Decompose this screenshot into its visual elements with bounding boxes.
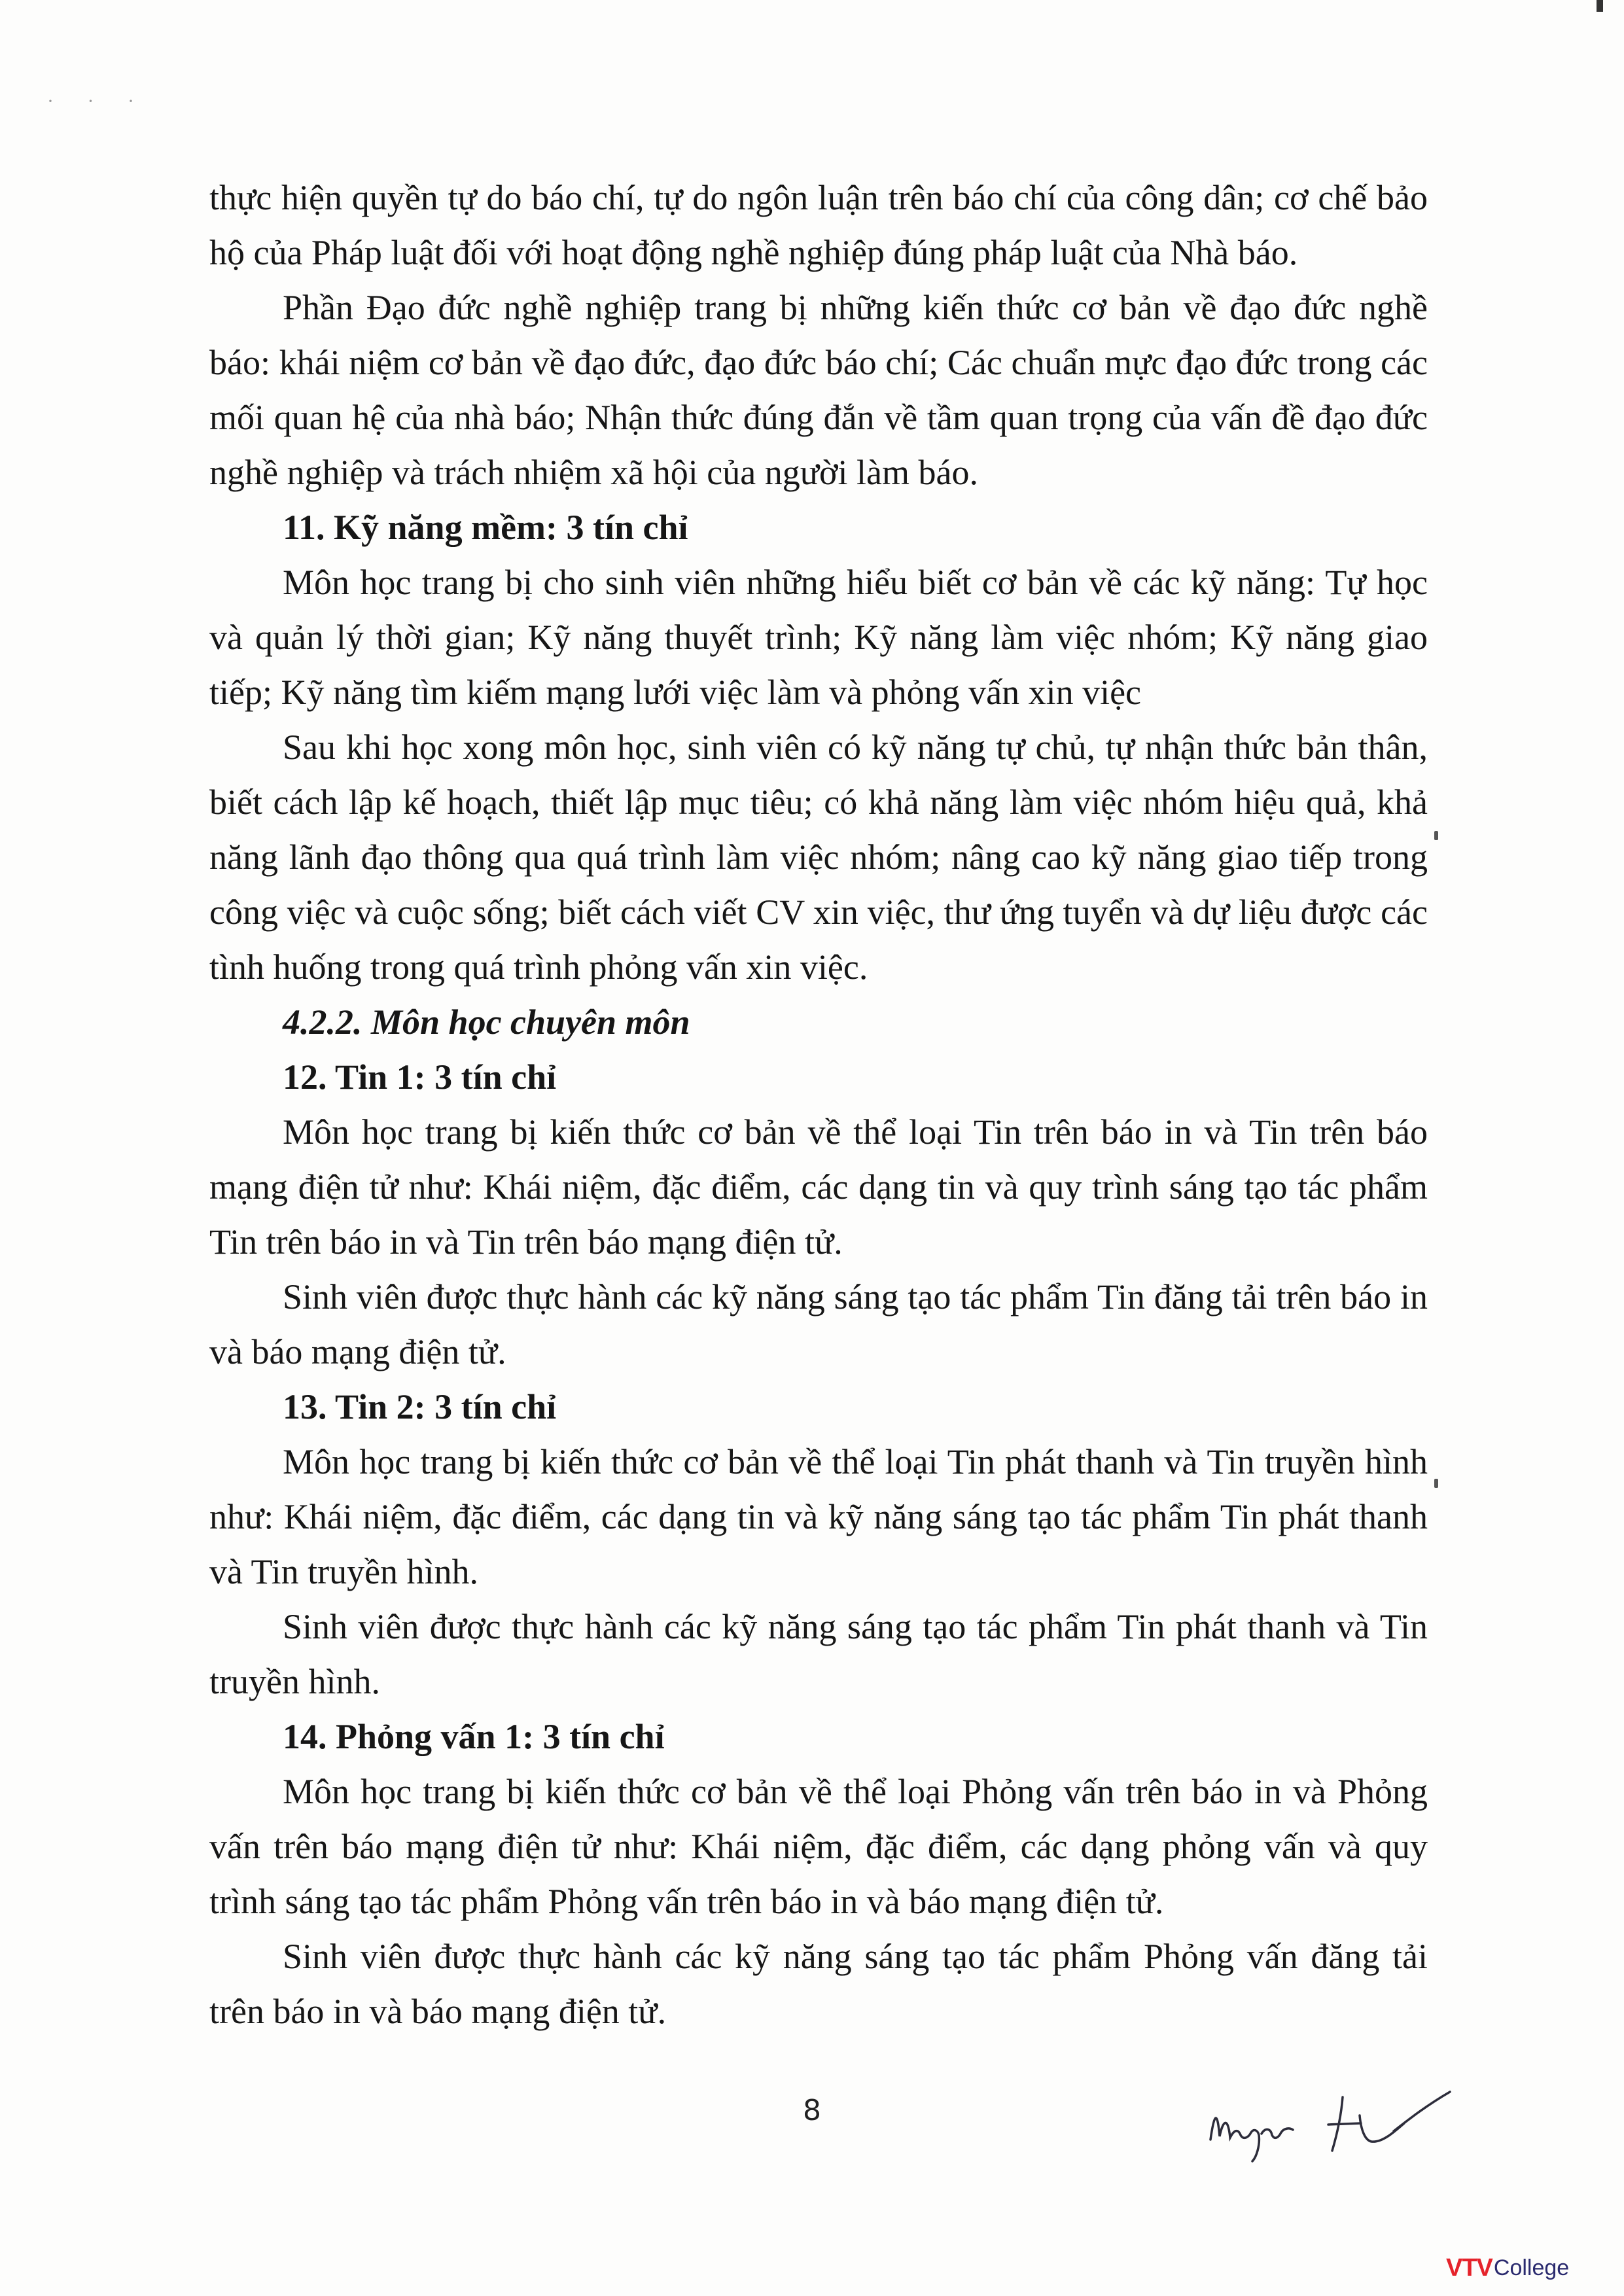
paragraph: Môn học trang bị kiến thức cơ bản về thể loại Tin trên báo in và Tin trên báo mạng điện tử như: Khái niệm, đặc điểm, các dạng tin và quy trình sáng tạo tác phẩm Tin trên báo in và Tin trên báo mạng điện tử. xyxy=(209,1112,1428,1262)
scan-mark xyxy=(1434,831,1438,840)
section-heading: 13. Tin 2: 3 tín chỉ xyxy=(283,1387,557,1426)
paragraph: Môn học trang bị kiến thức cơ bản về thể loại Tin phát thanh và Tin truyền hình như: Khái niệm, đặc điểm, các dạng tin và kỹ năng sáng tạo tác phẩm Tin phát thanh và Tin truyền hình. xyxy=(209,1442,1428,1591)
scan-mark xyxy=(1597,0,1603,12)
logo-vtv: VTV xyxy=(1446,2253,1492,2282)
logo-college: College xyxy=(1493,2255,1570,2280)
page-number: 8 xyxy=(803,2094,821,2127)
paragraph: Phần Đạo đức nghề nghiệp trang bị những kiến thức cơ bản về đạo đức nghề báo: khái niệm cơ bản về đạo đức, đạo đức báo chí; Các chuẩn mực đạo đức trong các mối quan hệ của nhà báo; Nhận thức đúng đắn về tầm quan trọng của vấn đề đạo đức nghề nghiệp và trách nhiệm xã hội của người làm báo. xyxy=(209,288,1428,492)
paragraph: Sau khi học xong môn học, sinh viên có kỹ năng tự chủ, tự nhận thức bản thân, biết cách lập kế hoạch, thiết lập mục tiêu; có khả năng làm việc nhóm hiệu quả, khả năng lãnh đạo thông qua quá trình làm việc nhóm; nâng cao kỹ năng giao tiếp trong công việc và cuộc sống; biết cách viết CV xin việc, thư ứng tuyển và dự liệu được các tình huống trong quá trình phỏng vấn xin việc. xyxy=(209,728,1428,987)
scan-mark xyxy=(1434,1479,1438,1488)
signature xyxy=(1197,2077,1459,2176)
section-heading: 11. Kỹ năng mềm: 3 tín chỉ xyxy=(283,508,688,547)
corner-dots: · · · xyxy=(47,90,149,112)
paragraph: thực hiện quyền tự do báo chí, tự do ngôn luận trên báo chí của công dân; cơ chế bảo hộ của Pháp luật đối với hoạt động nghề nghiệp đúng pháp luật của Nhà báo. xyxy=(209,178,1428,272)
paragraph: Sinh viên được thực hành các kỹ năng sáng tạo tác phẩm Tin phát thanh và Tin truyền hình. xyxy=(209,1607,1428,1701)
vtv-college-logo xyxy=(1446,2251,1603,2285)
paragraph: Sinh viên được thực hành các kỹ năng sáng tạo tác phẩm Tin đăng tải trên báo in và báo mạng điện tử. xyxy=(209,1277,1428,1371)
paragraph: Sinh viên được thực hành các kỹ năng sáng tạo tác phẩm Phỏng vấn đăng tải trên báo in và báo mạng điện tử. xyxy=(209,1937,1428,2031)
paragraph: Môn học trang bị kiến thức cơ bản về thể loại Phỏng vấn trên báo in và Phỏng vấn trên báo mạng điện tử như: Khái niệm, đặc điểm, các dạng phỏng vấn và quy trình sáng tạo tác phẩm Phỏng vấn trên báo in và báo mạng điện tử. xyxy=(209,1772,1428,1921)
paragraph: Môn học trang bị cho sinh viên những hiểu biết cơ bản về các kỹ năng: Tự học và quản lý thời gian; Kỹ năng thuyết trình; Kỹ năng làm việc nhóm; Kỹ năng giao tiếp; Kỹ năng tìm kiếm mạng lưới việc làm và phỏng vấn xin việc xyxy=(209,563,1428,712)
subsection-heading: 4.2.2. Môn học chuyên môn xyxy=(283,1002,690,1042)
document-body xyxy=(209,170,1428,2039)
section-heading: 12. Tin 1: 3 tín chỉ xyxy=(283,1057,557,1097)
section-heading: 14. Phỏng vấn 1: 3 tín chỉ xyxy=(283,1717,665,1756)
